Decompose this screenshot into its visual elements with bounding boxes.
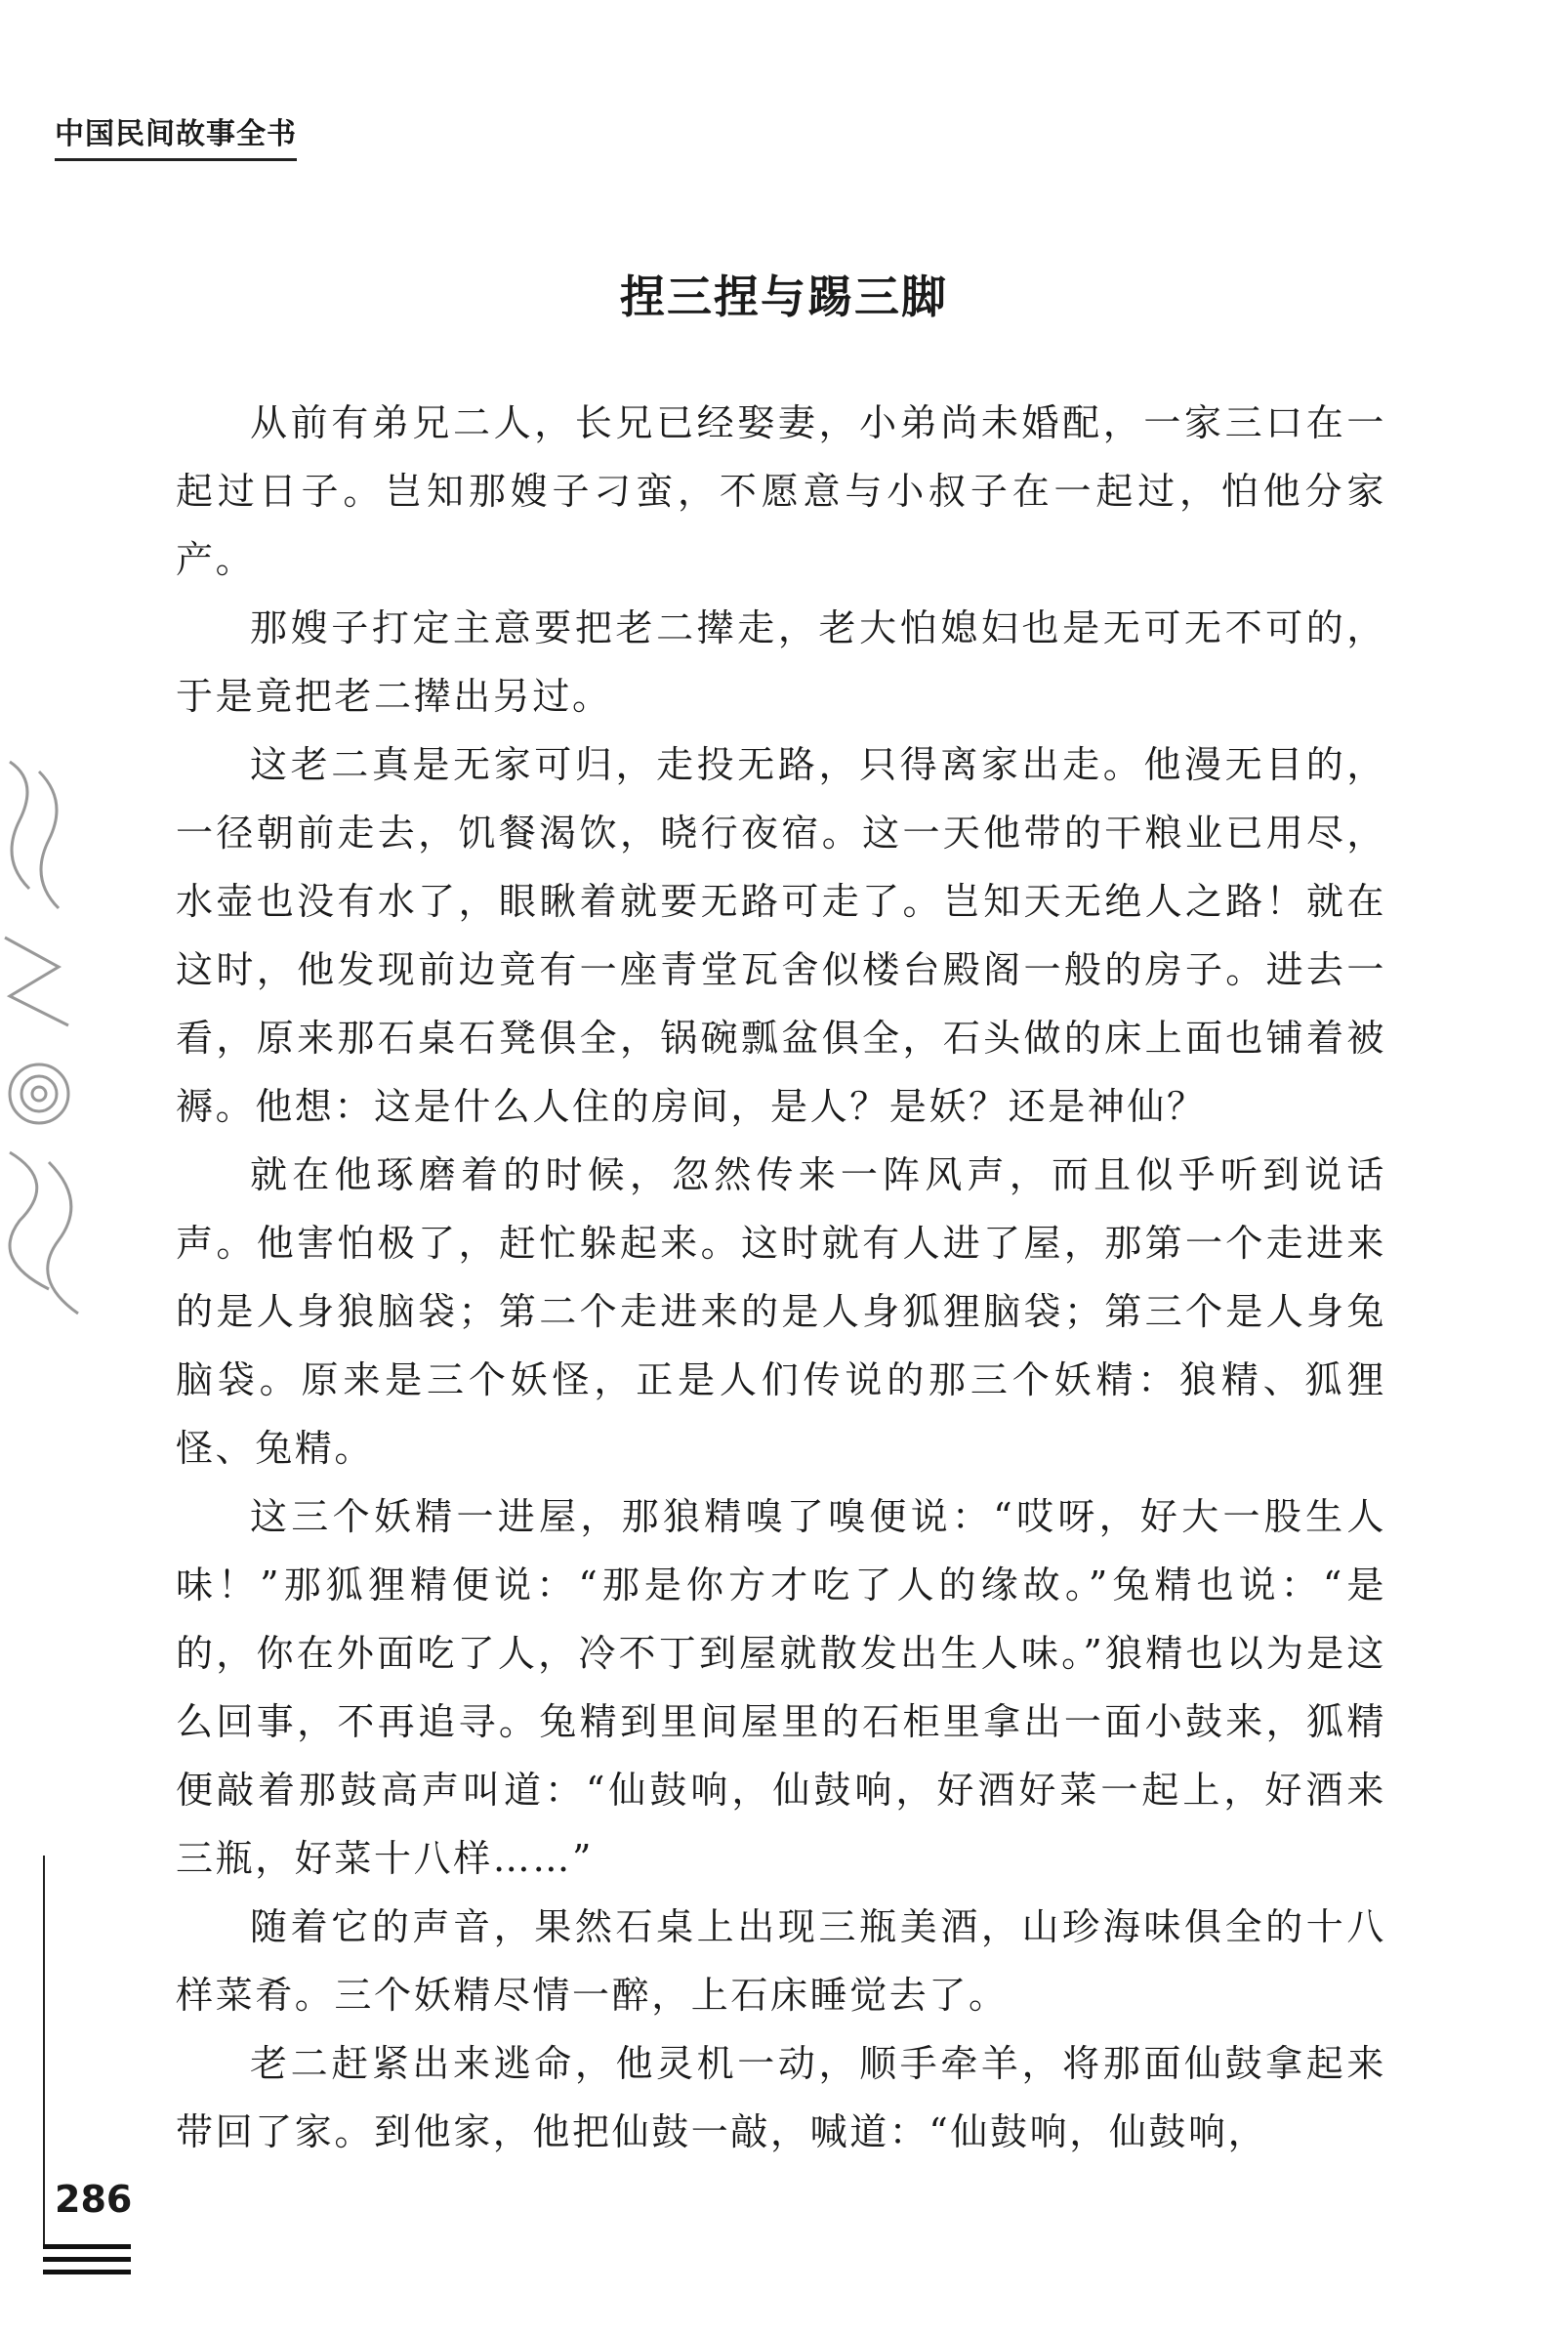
running-header: 中国民间故事全书 [55, 109, 297, 161]
page-bar [43, 2244, 131, 2249]
paragraph: 从前有弟兄二人，长兄已经娶妻，小弟尚未婚配，一家三口在一起过日子。岂知那嫂子刁蛮，不愿意与小叔子在一起过，怕他分家产。 [176, 401, 1386, 581]
page-number: 286 [55, 2178, 133, 2221]
margin-ornament-icon [0, 742, 98, 1328]
page-rule [43, 1856, 45, 2246]
paragraph: 老二赶紧出来逃命，他灵机一动，顺手牵羊，将那面仙鼓拿起来带回了家。到他家，他把仙鼓一敲，喊道：“仙鼓响，仙鼓响， [176, 2042, 1386, 2153]
page-bar [43, 2257, 131, 2262]
paragraph: 这三个妖精一进屋，那狼精嗅了嗅便说：“哎呀，好大一股生人味！”那狐狸精便说：“那是你方才吃了人的缘故。”兔精也说：“是的，你在外面吃了人，冷不丁到屋就散发出生人味。”狼精也以为是这么回事，不再追寻。兔精到里间屋里的石柜里拿出一面小鼓来，狐精便敲着那鼓高声叫道：“仙鼓响，仙鼓响，好酒好菜一起上，好酒来三瓶，好菜十八样……” [176, 1495, 1386, 1880]
page-bars [43, 2244, 131, 2282]
page-bar [43, 2270, 131, 2274]
paragraph: 随着它的声音，果然石桌上出现三瓶美酒，山珍海味俱全的十八样菜肴。三个妖精尽情一醉，上石床睡觉去了。 [176, 1905, 1386, 2017]
paragraph: 这老二真是无家可归，走投无路，只得离家出走。他漫无目的，一径朝前走去，饥餐渴饮，晓行夜宿。这一天他带的干粮业已用尽，水壶也没有水了，眼瞅着就要无路可走了。岂知天无绝人之路！就在这时，他发现前边竟有一座青堂瓦舍似楼台殿阁一般的房子。进去一看，原来那石桌石凳俱全，锅碗瓢盆俱全，石头做的床上面也铺着被褥。他想：这是什么人住的房间，是人？是妖？还是神仙？ [176, 743, 1386, 1128]
paragraph: 那嫂子打定主意要把老二撵走，老大怕媳妇也是无可无不可的，于是竟把老二撵出另过。 [176, 606, 1386, 718]
story-body [176, 389, 1386, 2166]
story-title: 捏三捏与踢三脚 [620, 271, 948, 323]
paragraph: 就在他琢磨着的时候，忽然传来一阵风声，而且似乎听到说话声。他害怕极了，赶忙躲起来。这时就有人进了屋，那第一个走进来的是人身狼脑袋；第二个走进来的是人身狐狸脑袋；第三个是人身兔脑袋。原来是三个妖怪，正是人们传说的那三个妖精：狼精、狐狸怪、兔精。 [176, 1153, 1386, 1470]
